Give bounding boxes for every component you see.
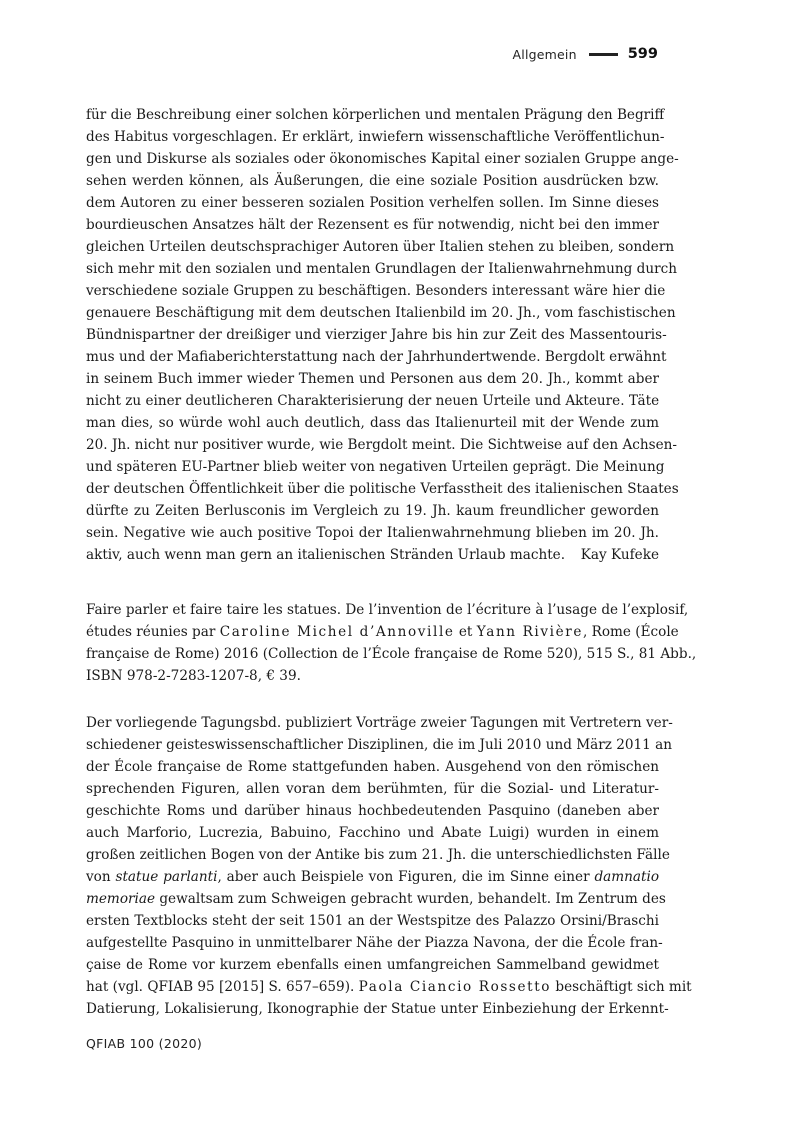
text-line-with-signature bbox=[86, 544, 659, 566]
editor-name: Caroline Michel d’Annoville bbox=[219, 624, 455, 640]
italic-term: memoriae bbox=[86, 891, 156, 907]
text-line: Bündnispartner der dreißiger und vierziger Jahre bis hin zur Zeit des Massentouris- bbox=[86, 327, 667, 343]
text-line: Datierung, Lokalisierung, Ikonographie der Statue unter Einbeziehung der Erkennt- bbox=[86, 1001, 669, 1017]
text-line: großen zeitlichen Bogen von der Antike bis zum 21. Jh. die unterschiedlichsten Fälle bbox=[86, 847, 670, 863]
text-line: von statue parlanti, aber auch Beispiele von Figuren, die im Sinne einer damnatio bbox=[86, 869, 660, 885]
text-line: und späteren EU-Partner blieb weiter von negativen Urteilen geprägt. Die Meinung bbox=[86, 459, 665, 475]
text-line: auch Marforio, Lucrezia, Babuino, Facchino und Abate Luigi) wurden in einem bbox=[86, 825, 659, 841]
header-rule bbox=[589, 53, 618, 56]
text-line: çaise de Rome vor kurzem ebenfalls einen umfangreichen Sammelband gewidmet bbox=[86, 957, 659, 973]
review-continuation bbox=[86, 104, 679, 566]
text-line: ersten Textblocks steht der seit 1501 an der Westspitze des Palazzo Orsini/Braschi bbox=[86, 913, 659, 929]
text-line: memoriae gewaltsam zum Schweigen gebracht wurden, behandelt. Im Zentrum des bbox=[86, 891, 666, 907]
text-line: 20. Jh. nicht nur positiver wurde, wie Bergdolt meint. Die Sichtweise auf den Achsen- bbox=[86, 437, 678, 453]
text-line: sein. Negative wie auch positive Topoi der Italienwahrnehmung blieben im 20. Jh. bbox=[86, 525, 659, 541]
text-line: der École française de Rome stattgefunden haben. Ausgehend von den römischen bbox=[86, 759, 659, 775]
running-header bbox=[513, 44, 658, 64]
biblio-line: française de Rome) 2016 (Collection de l’École française de Rome 520), 515 S., 81 Abb., bbox=[86, 646, 697, 662]
text-line: dem Autoren zu einer besseren sozialen Position verhelfen sollen. Im Sinne dieses bbox=[86, 195, 659, 211]
text-line: verschiedene soziale Gruppen zu beschäftigen. Besonders interessant wäre hier die bbox=[86, 283, 666, 299]
reviewer-signature: Kay Kufeke bbox=[580, 547, 659, 563]
text-line: schiedener geisteswissenschaftlicher Disziplinen, die im Juli 2010 und März 2011 an bbox=[86, 737, 673, 753]
text-line: mus und der Mafiaberichterstattung nach der Jahrhundertwende. Bergdolt erwähnt bbox=[86, 349, 667, 365]
text-line: sich mehr mit den sozialen und mentalen Grundlagen der Italienwahrnehmung durch bbox=[86, 261, 678, 277]
text-line: Der vorliegende Tagungsbd. publiziert Vorträge zweier Tagungen mit Vertretern ver- bbox=[86, 715, 673, 731]
page-number: 599 bbox=[627, 46, 658, 62]
text-line: in seinem Buch immer wieder Themen und Personen aus dem 20. Jh., kommt aber bbox=[86, 371, 659, 387]
review-text bbox=[86, 712, 692, 1020]
editor-name: Yann Rivière bbox=[476, 624, 583, 640]
text-line: aktiv, auch wenn man gern an italienischen Stränden Urlaub machte. bbox=[86, 547, 566, 563]
author-name: Paola Ciancio Rossetto bbox=[358, 979, 552, 995]
text-line: dürfte zu Zeiten Berlusconis im Vergleich zu 19. Jh. kaum freundlicher geworden bbox=[86, 503, 659, 519]
text-line: genauere Beschäftigung mit dem deutschen Italienbild im 20. Jh., vom faschistischen bbox=[86, 305, 676, 321]
text-line: sprechenden Figuren, allen voran dem berühmten, für die Sozial- und Literatur- bbox=[86, 781, 659, 797]
text-line: man dies, so würde wohl auch deutlich, dass das Italienurteil mit der Wende zum bbox=[86, 415, 659, 431]
italic-term: damnatio bbox=[594, 869, 660, 885]
text-line: geschichte Roms und darüber hinaus hochbedeutenden Pasquino (daneben aber bbox=[86, 803, 659, 819]
biblio-line: études réunies par Caroline Michel d’Annoville et Yann Rivière, Rome (École bbox=[86, 624, 679, 640]
text-line: gleichen Urteilen deutschsprachiger Autoren über Italien stehen zu bleiben, sondern bbox=[86, 239, 675, 255]
text-line: bourdieuschen Ansatzes hält der Rezensent es für notwendig, nicht bei den immer bbox=[86, 217, 659, 233]
text-line: sehen werden können, als Äußerungen, die eine soziale Position ausdrücken bzw. bbox=[86, 173, 659, 189]
biblio-line: Faire parler et faire taire les statues. De l’invention de l’écriture à l’usage de l’explosif, bbox=[86, 602, 689, 618]
text-line: gen und Diskurse als soziales oder ökonomisches Kapital einer sozialen Gruppe ange- bbox=[86, 151, 679, 167]
text-line: des Habitus vorgeschlagen. Er erklärt, inwiefern wissenschaftliche Veröffentlichun- bbox=[86, 129, 665, 145]
section-title: Allgemein bbox=[512, 46, 577, 62]
bibliographic-entry bbox=[86, 599, 697, 687]
italic-term: statue parlanti bbox=[115, 869, 218, 885]
biblio-line: ISBN 978-2-7283-1207-8, € 39. bbox=[86, 668, 301, 684]
text-line: für die Beschreibung einer solchen körperlichen und mentalen Prägung den Begriff bbox=[86, 107, 665, 123]
text-line: hat (vgl. QFIAB 95 [2015] S. 657–659). Paola Ciancio Rossetto beschäftigt sich mit bbox=[86, 979, 692, 995]
text-line: aufgestellte Pasquino in unmittelbarer Nähe der Piazza Navona, der die École fran- bbox=[86, 935, 663, 951]
journal-footer: QFIAB 100 (2020) bbox=[86, 1036, 203, 1051]
text-line: nicht zu einer deutlicheren Charakterisierung der neuen Urteile und Akteure. Täte bbox=[86, 393, 660, 409]
text-line: der deutschen Öffentlichkeit über die politische Verfasstheit des italienischen Staates bbox=[86, 481, 679, 497]
